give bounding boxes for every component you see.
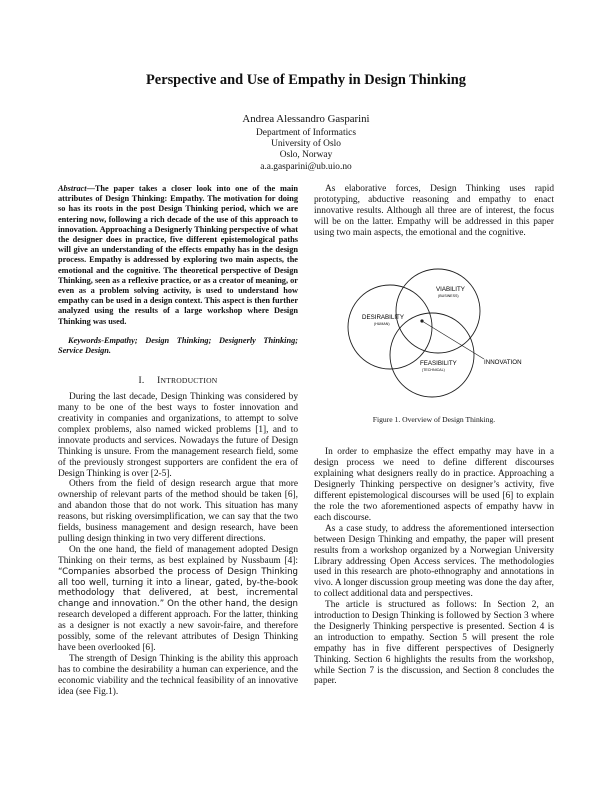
viability-circle [396, 269, 480, 353]
feasibility-label: FEASIBILITY [420, 359, 457, 367]
desirability-label: DESIRABILITY [362, 313, 404, 321]
feasibility-sub-label: (TECHNICAL) [422, 367, 445, 372]
viability-label: VIABILITY [436, 285, 465, 293]
innovation-label: INNOVATION [484, 358, 522, 366]
abstract-text: —The paper takes a closer look into one of the main attributes of Design Thinking: Empathy. The motivation for doing so has its roots in the post Design Thinking period, which we are entering now, following a rich decade of the use of this approach to innovation. Approaching a Designerly Thinking perspective of what the designer does in practice, five different epistemological paths will give an understanding of the effects empathy has in the design process. Empathy is addressed by exploring two main aspects, the emotional and the cognitive. The theoretical perspective of Design Thinking, seen as a reflexive practice, or as a creator of meaning, or even as a problem solving activity, is used to understand how empathy can be used in a design context. This aspect is then further analyzed using the results of a large workshop where Design Thinking was used. [58, 184, 298, 326]
right-paragraph-2: In order to emphasize the effect empathy may have in a design process we need to define different discourses explaining what designers really do in practice. Approaching a Designerly Thinking perspective on designer’s activity, five different epistemological discourses will be used [6] to explain the role the two aforementioned aspects of empathy havw in each discourse. [314, 447, 554, 523]
affiliation-block [0, 128, 612, 173]
left-column [58, 184, 298, 698]
right-paragraph-3: As a case study, to address the aforementioned intersection between Design Thinking and empathy, the paper will present results from a workshop organized by a Norwegian University Library addressing Open Access services. The methodologies used in this research are photo-ethnography and annotations in vivo. A longer discussion group meeting was done the day after, to collect additional data and perspectives. [314, 523, 554, 600]
affiliation-university: University of Oslo [271, 139, 341, 150]
author-name: Andrea Alessandro Gasparini [242, 113, 370, 125]
right-column [314, 184, 554, 687]
section-heading-introduction [58, 376, 298, 387]
section-title-rest: NTRODUCTION [160, 376, 218, 386]
desirability-sub-label: (HUMAN) [374, 321, 390, 326]
affiliation-email: a.a.gasparini@ub.uio.no [260, 161, 352, 172]
nussbaum-quote: “Companies absorbed the process of Design Thinking all too well, turning it into a linear, gated, by-the-book methodology that delivered, at best, incremental change and innovation.” On the other hand, the design [58, 566, 298, 610]
affiliation-city: Oslo, Norway [279, 150, 333, 161]
right-paragraph-1: As elaborative forces, Design Thinking uses rapid prototyping, abductive reasoning and empathy to enact innovative results. Although all three are of interest, the focus will be on the latter. Empathy will be addressed in this paper using two main aspects, the emotional and the cognitive. [314, 184, 554, 238]
paper-title: Perspective and Use of Empathy in Design Thinking [146, 72, 466, 88]
innovation-pointer-line [422, 321, 484, 359]
figure-caption: Figure 1. Overview of Design Thinking. [372, 414, 496, 424]
intro-paragraph-4: The strength of Design Thinking is the ability this approach has to combine the desirability a human can experience, and the economic viability and the technical feasibility of an innovative idea (see Fig.1). [58, 653, 298, 697]
affiliation-department: Department of Informatics [256, 128, 356, 138]
venn-diagram [314, 265, 554, 405]
abstract-label: Abstract [58, 184, 87, 193]
intro-paragraph-1: During the last decade, Design Thinking was considered by many to be one of the best ways to foster innovation and creativity in companies and organizations, to attempt to solve complex problems, also named wicked problems [1], and to innovate products and services. Nowadays the future of Design Thinking is unsure. From the management research field, some of the previously strongest supporters are confident the era of Design Thinking is over [2-5]. [58, 392, 298, 479]
intro-paragraph-3-start: On the one hand, the field of management adopted Design Thinking on their terms, as best explained by Nussbaum [4]: [58, 544, 298, 566]
keywords: Keywords-Empathy; Design Thinking; Designerly Thinking; Service Design. [58, 335, 298, 356]
innovation-point [420, 319, 423, 322]
abstract [58, 184, 298, 327]
section-number: I. [138, 376, 145, 387]
intro-paragraph-3-end: research developed a different approach. For the latter, thinking as a designer is not exactly a new savoir-faire, and therefore possibly, some of the relevant attributes of Design Thinking have been overlooked [6]. [58, 610, 298, 653]
intro-paragraph-3 [58, 545, 298, 654]
intro-paragraph-2: Others from the field of design research argue that more ownership of relevant parts of the method should be taken [6], and abandon those that do not work. This situation has many reasons, but risking oversimplification, we can say that the two fields, business management and design research, have been pulling design thinking in two very different directions. [58, 479, 298, 544]
figure-1 [314, 265, 554, 405]
section-title-initial: I [157, 376, 161, 387]
right-paragraph-4: The article is structured as follows: In Section 2, an introduction to Design Thinking is followed by Section 3 where the Designerly Thinking perspective is presented. Section 4 is an introduction to empathy. Section 5 will present the role empathy has in five different perspectives of Designerly Thinking. Section 6 highlights the results from the workshop, while Section 7 is the discussion, and Section 8 concludes the paper. [314, 600, 554, 687]
viability-sub-label: (BUSINESS) [438, 293, 459, 298]
